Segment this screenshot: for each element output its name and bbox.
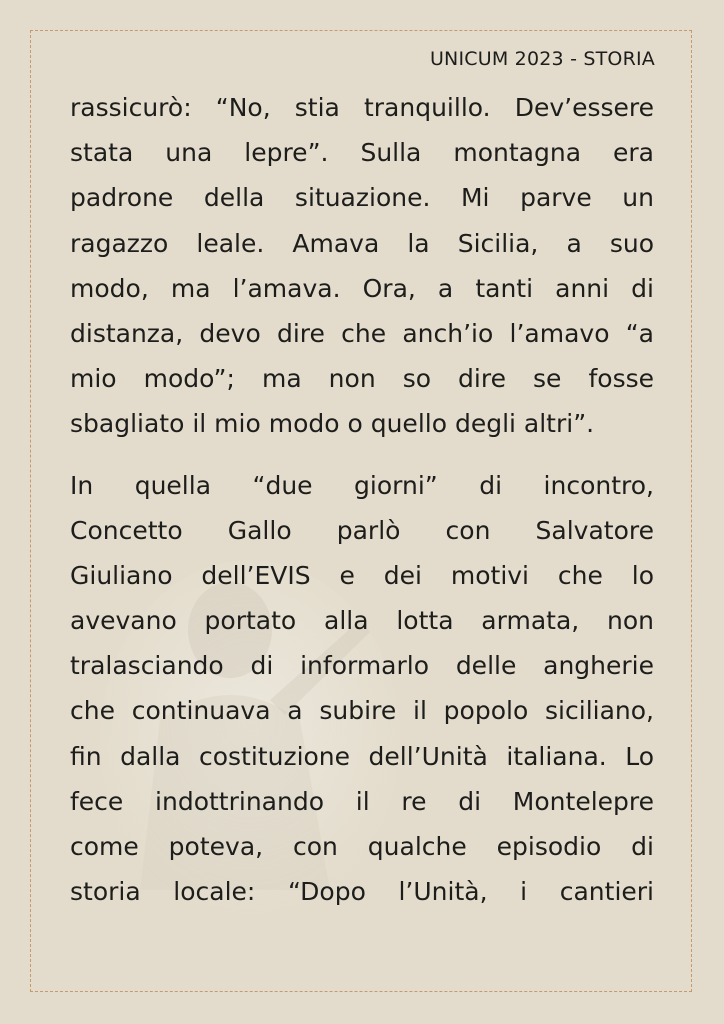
running-header: UNICUM 2023 - STORIA — [429, 48, 655, 70]
text-line: stata una lepre”. Sulla montagna era — [70, 138, 654, 168]
text-line: che continuava a subire il popolo siciliano, — [70, 696, 654, 726]
body-text — [70, 85, 654, 914]
text-line: distanza, devo dire che anch’io l’amavo “a — [70, 318, 654, 348]
text-line: padrone della situazione. Mi parve un — [70, 183, 654, 213]
text-line: modo, ma l’amava. Ora, a tanti anni di — [70, 273, 654, 303]
paragraph-1 — [70, 85, 654, 447]
text-line: mio modo”; ma non so dire se fosse — [70, 364, 654, 394]
text-line: avevano portato alla lotta armata, non — [70, 606, 654, 636]
text-line: come poteva, con qualche episodio di — [70, 832, 654, 861]
text-line: sbagliato il mio modo o quello degli altri”. — [70, 409, 595, 439]
text-line: ragazzo leale. Amava la Sicilia, a suo — [70, 228, 654, 258]
text-line: In quella “due giorni” di incontro, — [70, 470, 654, 500]
text-line: fece indottrinando il re di Montelepre — [70, 786, 654, 816]
text-line: storia locale: “Dopo l’Unità, i cantieri — [70, 877, 654, 907]
text-line: rassicurò: “No, stia tranquillo. Dev’essere — [70, 93, 654, 122]
paragraph-2 — [70, 463, 654, 915]
text-line: Concetto Gallo parlò con Salvatore — [70, 515, 654, 545]
text-line: Giuliano dell’EVIS e dei motivi che lo — [70, 560, 654, 590]
text-line: tralasciando di informarlo delle angherie — [70, 651, 654, 681]
text-line: fin dalla costituzione dell’Unità italiana. Lo — [70, 741, 654, 771]
